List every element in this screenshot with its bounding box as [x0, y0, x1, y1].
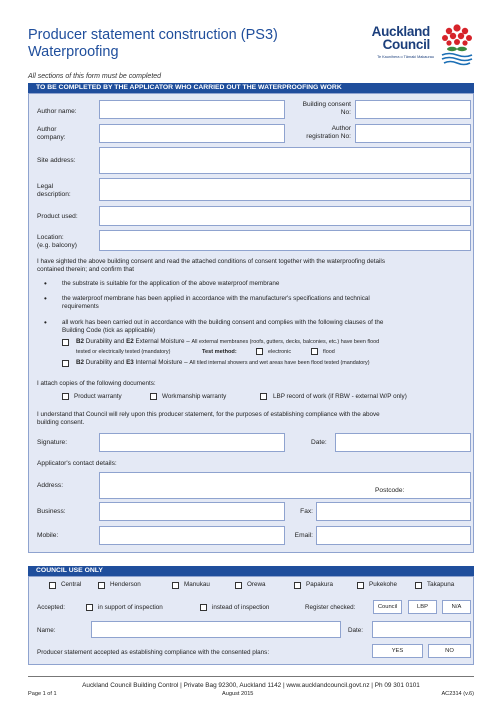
mobile-field[interactable] — [99, 526, 285, 545]
location-label-1: Location: — [37, 234, 64, 241]
lbp-record-checkbox[interactable] — [260, 393, 267, 400]
date-label: Date: — [311, 439, 327, 446]
author-registration-field[interactable] — [355, 124, 471, 143]
fax-field[interactable] — [316, 502, 471, 521]
instead-checkbox[interactable] — [200, 604, 207, 611]
office-manukau: Manukau — [184, 581, 210, 588]
building-consent-label-1: Building consent — [302, 101, 351, 108]
accepted-label: Accepted: — [37, 604, 66, 611]
yes-option[interactable]: YES — [372, 644, 423, 658]
building-consent-label-2: No: — [340, 109, 351, 116]
pukekohe-checkbox[interactable] — [357, 582, 364, 589]
bullet-icon: • — [44, 279, 47, 288]
location-field[interactable] — [99, 230, 471, 251]
understand-line-2: building consent. — [37, 419, 85, 426]
manukau-checkbox[interactable] — [172, 582, 179, 589]
location-label-2: (e.g. balcony) — [37, 242, 77, 249]
site-address-field[interactable] — [99, 147, 471, 174]
bullet-substrate: the substrate is suitable for the application of the above waterproof membrane — [62, 280, 280, 287]
form-title: Producer statement construction (PS3) — [28, 27, 278, 43]
logo-tagline: Te Kaunihera o Tāmaki Makaurau — [377, 55, 434, 59]
bullet-membrane-1: the waterproof membrane has been applied in accordance with the manufacturer's specifications and technical — [62, 295, 370, 302]
legal-description-label-2: description: — [37, 191, 71, 198]
flood-label: flood — [323, 349, 335, 355]
logo-line1: Auckland — [371, 24, 430, 39]
in-support-label: in support of inspection — [98, 604, 163, 611]
product-used-label: Product used: — [37, 213, 78, 220]
product-warranty-checkbox[interactable] — [62, 393, 69, 400]
statement-line-1: I have sighted the above building consent and read the attached conditions of consent together with the waterproofing details — [37, 258, 385, 265]
b2-e2-clause: B2 Durability and E2 External Moisture – All external membranes (roofs, gutters, decks, balconies, etc.) have been flood — [76, 338, 380, 345]
b2-e3-clause: B2 Durability and E3 Internal Moisture – All tiled internal showers and wet areas have been flood tested (mandatory) — [76, 359, 370, 366]
form-subtitle: Waterproofing — [28, 44, 119, 60]
author-company-field[interactable] — [99, 124, 285, 143]
mobile-label: Mobile: — [37, 532, 59, 539]
office-takapuna: Takapuna — [427, 581, 455, 588]
council-date-field[interactable] — [372, 621, 471, 638]
attach-label: I attach copies of the following documents: — [37, 380, 156, 387]
bullet-membrane-2: requirements — [62, 303, 99, 310]
pohutukawa-emblem-icon — [440, 22, 474, 68]
understand-line-1: I understand that Council will rely upon this producer statement, for the purposes of establishing compliance with the above — [37, 411, 380, 418]
author-name-field[interactable] — [99, 100, 285, 119]
office-papakura: Papakura — [306, 581, 333, 588]
fax-label: Fax: — [300, 508, 313, 515]
legal-description-field[interactable] — [99, 178, 471, 201]
footer-contact: Auckland Council Building Control | Private Bag 92300, Auckland 1142 | www.aucklandcouncil.govt.nz | Ph 09 301 0101 — [82, 682, 420, 689]
business-label: Business: — [37, 508, 66, 515]
register-lbp-option[interactable]: LBP — [408, 600, 437, 614]
no-option[interactable]: NO — [428, 644, 471, 658]
council-panel — [28, 576, 474, 665]
building-consent-field[interactable] — [355, 100, 471, 119]
council-date-label: Date: — [348, 627, 364, 634]
in-support-checkbox[interactable] — [86, 604, 93, 611]
postcode-label: Postcode: — [375, 487, 405, 494]
address-field[interactable] — [99, 472, 471, 499]
author-company-label-1: Author — [37, 126, 57, 133]
register-council-option[interactable]: Council — [373, 600, 402, 614]
footer-date: August 2015 — [222, 691, 254, 697]
lbp-record-label: LBP record of work (if RBW - external W/P only) — [273, 393, 407, 400]
email-label: Email: — [294, 532, 313, 539]
register-na-option[interactable]: N/A — [442, 600, 471, 614]
workmanship-warranty-label: Workmanship warranty — [162, 393, 227, 400]
signature-label: Signature: — [37, 439, 68, 446]
author-company-label-2: company: — [37, 134, 66, 141]
product-warranty-label: Product warranty — [74, 393, 122, 400]
office-pukekohe: Pukekohe — [369, 581, 398, 588]
compliance-statement: Producer statement accepted as establishing compliance with the consented plans: — [37, 649, 270, 656]
date-field[interactable] — [335, 433, 471, 452]
b2-e2-line-2: tested or electrically tested (mandatory) — [76, 349, 171, 355]
logo-line2: Council — [382, 37, 430, 52]
council-name-label: Name: — [37, 627, 56, 634]
footer-divider — [28, 676, 474, 677]
email-field[interactable] — [316, 526, 471, 545]
office-central: Central — [61, 581, 82, 588]
section-applicator-heading: TO BE COMPLETED BY THE APPLICATOR WHO CARRIED OUT THE WATERPROOFING WORK — [28, 83, 474, 93]
b2-e3-checkbox[interactable] — [62, 360, 69, 367]
office-henderson: Henderson — [110, 581, 141, 588]
form-note: All sections of this form must be completed — [28, 73, 162, 80]
footer-code: AC2314 (v.6) — [441, 691, 474, 697]
workmanship-warranty-checkbox[interactable] — [150, 393, 157, 400]
signature-field[interactable] — [99, 433, 285, 452]
bullet-icon: • — [44, 294, 47, 303]
council-name-field[interactable] — [91, 621, 341, 638]
test-method-label: Test method: — [202, 349, 237, 355]
business-phone-field[interactable] — [99, 502, 285, 521]
product-used-field[interactable] — [99, 206, 471, 226]
takapuna-checkbox[interactable] — [415, 582, 422, 589]
office-orewa: Orewa — [247, 581, 266, 588]
author-reg-label-2: registration No: — [306, 133, 351, 140]
central-checkbox[interactable] — [49, 582, 56, 589]
auckland-council-logo — [358, 22, 478, 70]
instead-label: instead of inspection — [212, 604, 270, 611]
author-name-label: Author name: — [37, 108, 77, 115]
site-address-label: Site address: — [37, 157, 76, 164]
flood-checkbox[interactable] — [311, 348, 318, 355]
author-reg-label-1: Author — [331, 125, 351, 132]
statement-line-2: contained therein; and confirm that — [37, 266, 134, 273]
contact-details-label: Applicator's contact details: — [37, 460, 117, 467]
b2-e2-checkbox[interactable] — [62, 339, 69, 346]
legal-description-label-1: Legal — [37, 183, 54, 190]
address-label: Address: — [37, 482, 64, 489]
bullet-icon: • — [44, 318, 47, 327]
register-checked-label: Register checked: — [305, 604, 356, 611]
bullet-work-2: Building Code (tick as applicable) — [62, 327, 156, 334]
henderson-checkbox[interactable] — [98, 582, 105, 589]
council-use-heading: COUNCIL USE ONLY — [28, 566, 474, 576]
bullet-work-1: all work has been carried out in accordance with the building consent and complies with the following clauses of the — [62, 319, 384, 326]
electronic-label: electronic — [268, 349, 292, 355]
papakura-checkbox[interactable] — [294, 582, 301, 589]
electronic-checkbox[interactable] — [256, 348, 263, 355]
applicator-panel — [28, 93, 474, 553]
orewa-checkbox[interactable] — [235, 582, 242, 589]
footer-page: Page 1 of 1 — [28, 691, 57, 697]
